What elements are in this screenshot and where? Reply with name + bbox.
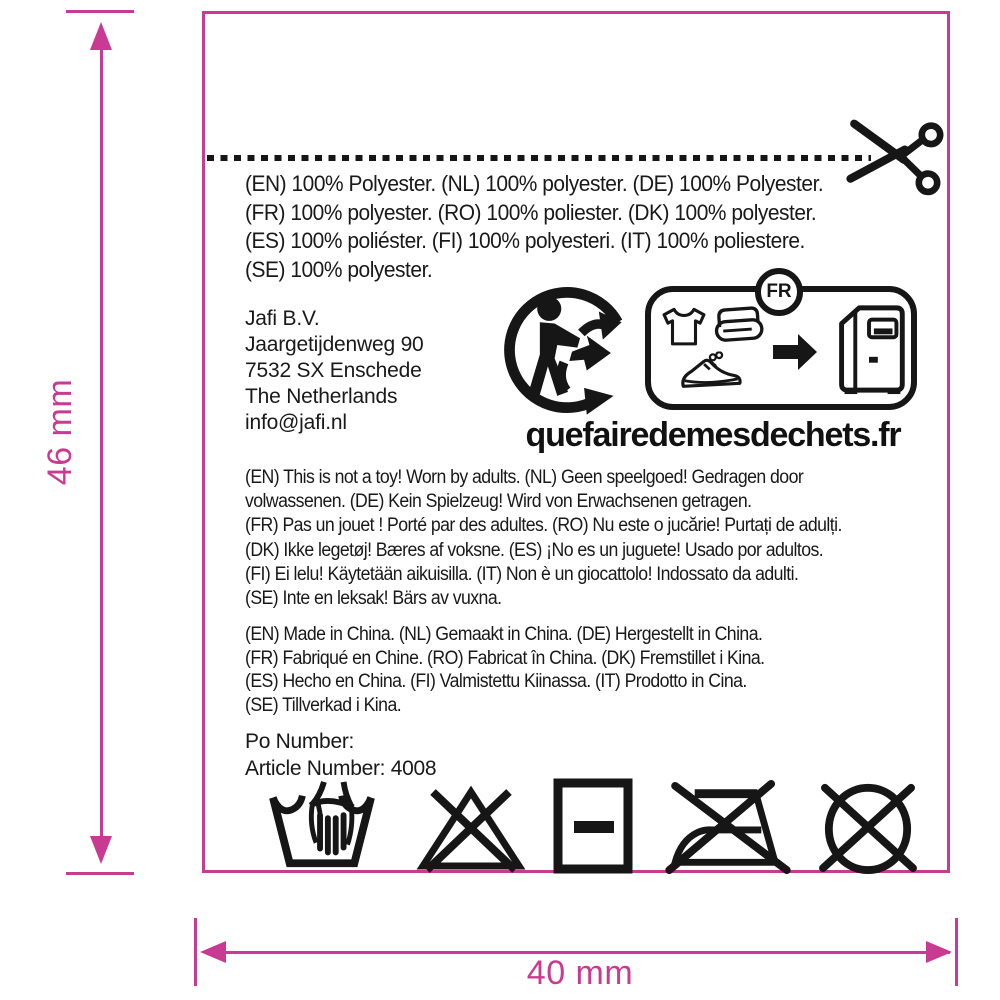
origin-line: (EN) Made in China. (NL) Gemaakt in China. (DE) Hergestellt in China.	[245, 624, 763, 645]
arrow-down-icon	[90, 836, 112, 864]
dimension-tick-right	[955, 918, 958, 986]
arrow-left-icon	[200, 941, 226, 963]
address-line: info@jafi.nl	[245, 411, 347, 434]
origin-line: (SE) Tillverkad i Kina.	[245, 694, 402, 716]
address-line: 7532 SX Enschede	[245, 359, 422, 382]
dry-flat-icon	[552, 777, 634, 875]
dimension-tick-top	[66, 10, 134, 13]
article-number-text: Article Number: 4008	[245, 757, 437, 780]
vertical-dimension-line	[100, 28, 103, 858]
fiber-line: (FR) 100% polyester. (RO) 100% poliester. (DK) 100% polyester.	[245, 199, 817, 225]
warning-line: (EN) This is not a toy! Worn by adults. (NL) Geen speelgoed! Gedragen door	[245, 467, 804, 488]
towel-icon	[710, 302, 767, 348]
address-line: Jafi B.V.	[245, 307, 320, 330]
sneaker-icon	[676, 350, 744, 395]
height-dimension-label: 46 mm	[41, 378, 79, 486]
fr-badge-label: FR	[766, 281, 792, 302]
arrow-right-icon	[773, 332, 819, 372]
cut-here-dotted-line	[207, 155, 871, 161]
arrow-right-dim-icon	[926, 941, 952, 963]
address-line: Jaargetijdenweg 90	[245, 333, 424, 356]
manufacturer-address	[245, 306, 424, 436]
warning-line: (SE) Inte en leksak! Bärs av vuxna.	[245, 588, 502, 610]
origin-line: (ES) Hecho en China. (FI) Valmistettu Kiinassa. (IT) Prodotto in Cina.	[245, 671, 747, 692]
warning-line: (FR) Pas un jouet ! Porté par des adultes. (RO) Nu este o jucărie! Purtați de adulți.	[245, 515, 842, 537]
po-number-text: Po Number:	[245, 730, 355, 753]
arrow-up-icon	[90, 22, 112, 50]
do-not-bleach-icon	[413, 782, 529, 874]
not-a-toy-warning-text	[245, 466, 842, 611]
warning-line: volwassenen. (DE) Kein Spielzeug! Wird von Erwachsenen getragen.	[245, 491, 752, 513]
donation-container-icon	[831, 302, 907, 396]
recycling-website-text: quefairedemesdechets.fr	[525, 416, 901, 454]
textile-sorting-panel	[645, 281, 917, 410]
warning-line: (DK) Ikke legetøj! Bæres af voksne. (ES) ¡No es un juguete! Usado por adultos.	[245, 539, 824, 561]
origin-line: (FR) Fabriqué en Chine. (RO) Fabricat în China. (DK) Fremstillet i Kina.	[245, 647, 765, 669]
do-not-iron-icon	[665, 780, 793, 876]
fiber-line: (SE) 100% polyester.	[245, 256, 433, 282]
country-of-origin-text	[245, 623, 765, 717]
do-not-dry-clean-icon	[809, 780, 927, 874]
triman-recycling-icon	[501, 282, 635, 416]
tshirt-icon	[661, 306, 707, 348]
fiber-line: (EN) 100% Polyester. (NL) 100% polyester. (DE) 100% Polyester.	[245, 171, 824, 196]
care-label	[202, 11, 950, 873]
address-line: The Netherlands	[245, 385, 398, 408]
warning-line: (FI) Ei lelu! Käytetään aikuisilla. (IT) Non è un giocattolo! Indossato da adulti.	[245, 563, 799, 585]
fiber-content-text	[245, 170, 823, 284]
scissors-icon	[843, 112, 953, 200]
fiber-line: (ES) 100% poliéster. (FI) 100% polyesteri. (IT) 100% poliestere.	[245, 228, 805, 253]
width-dimension-label: 40 mm	[526, 954, 634, 992]
hand-wash-icon	[263, 778, 381, 876]
dimension-tick-bottom	[66, 872, 134, 875]
dimension-tick-left	[194, 918, 197, 986]
